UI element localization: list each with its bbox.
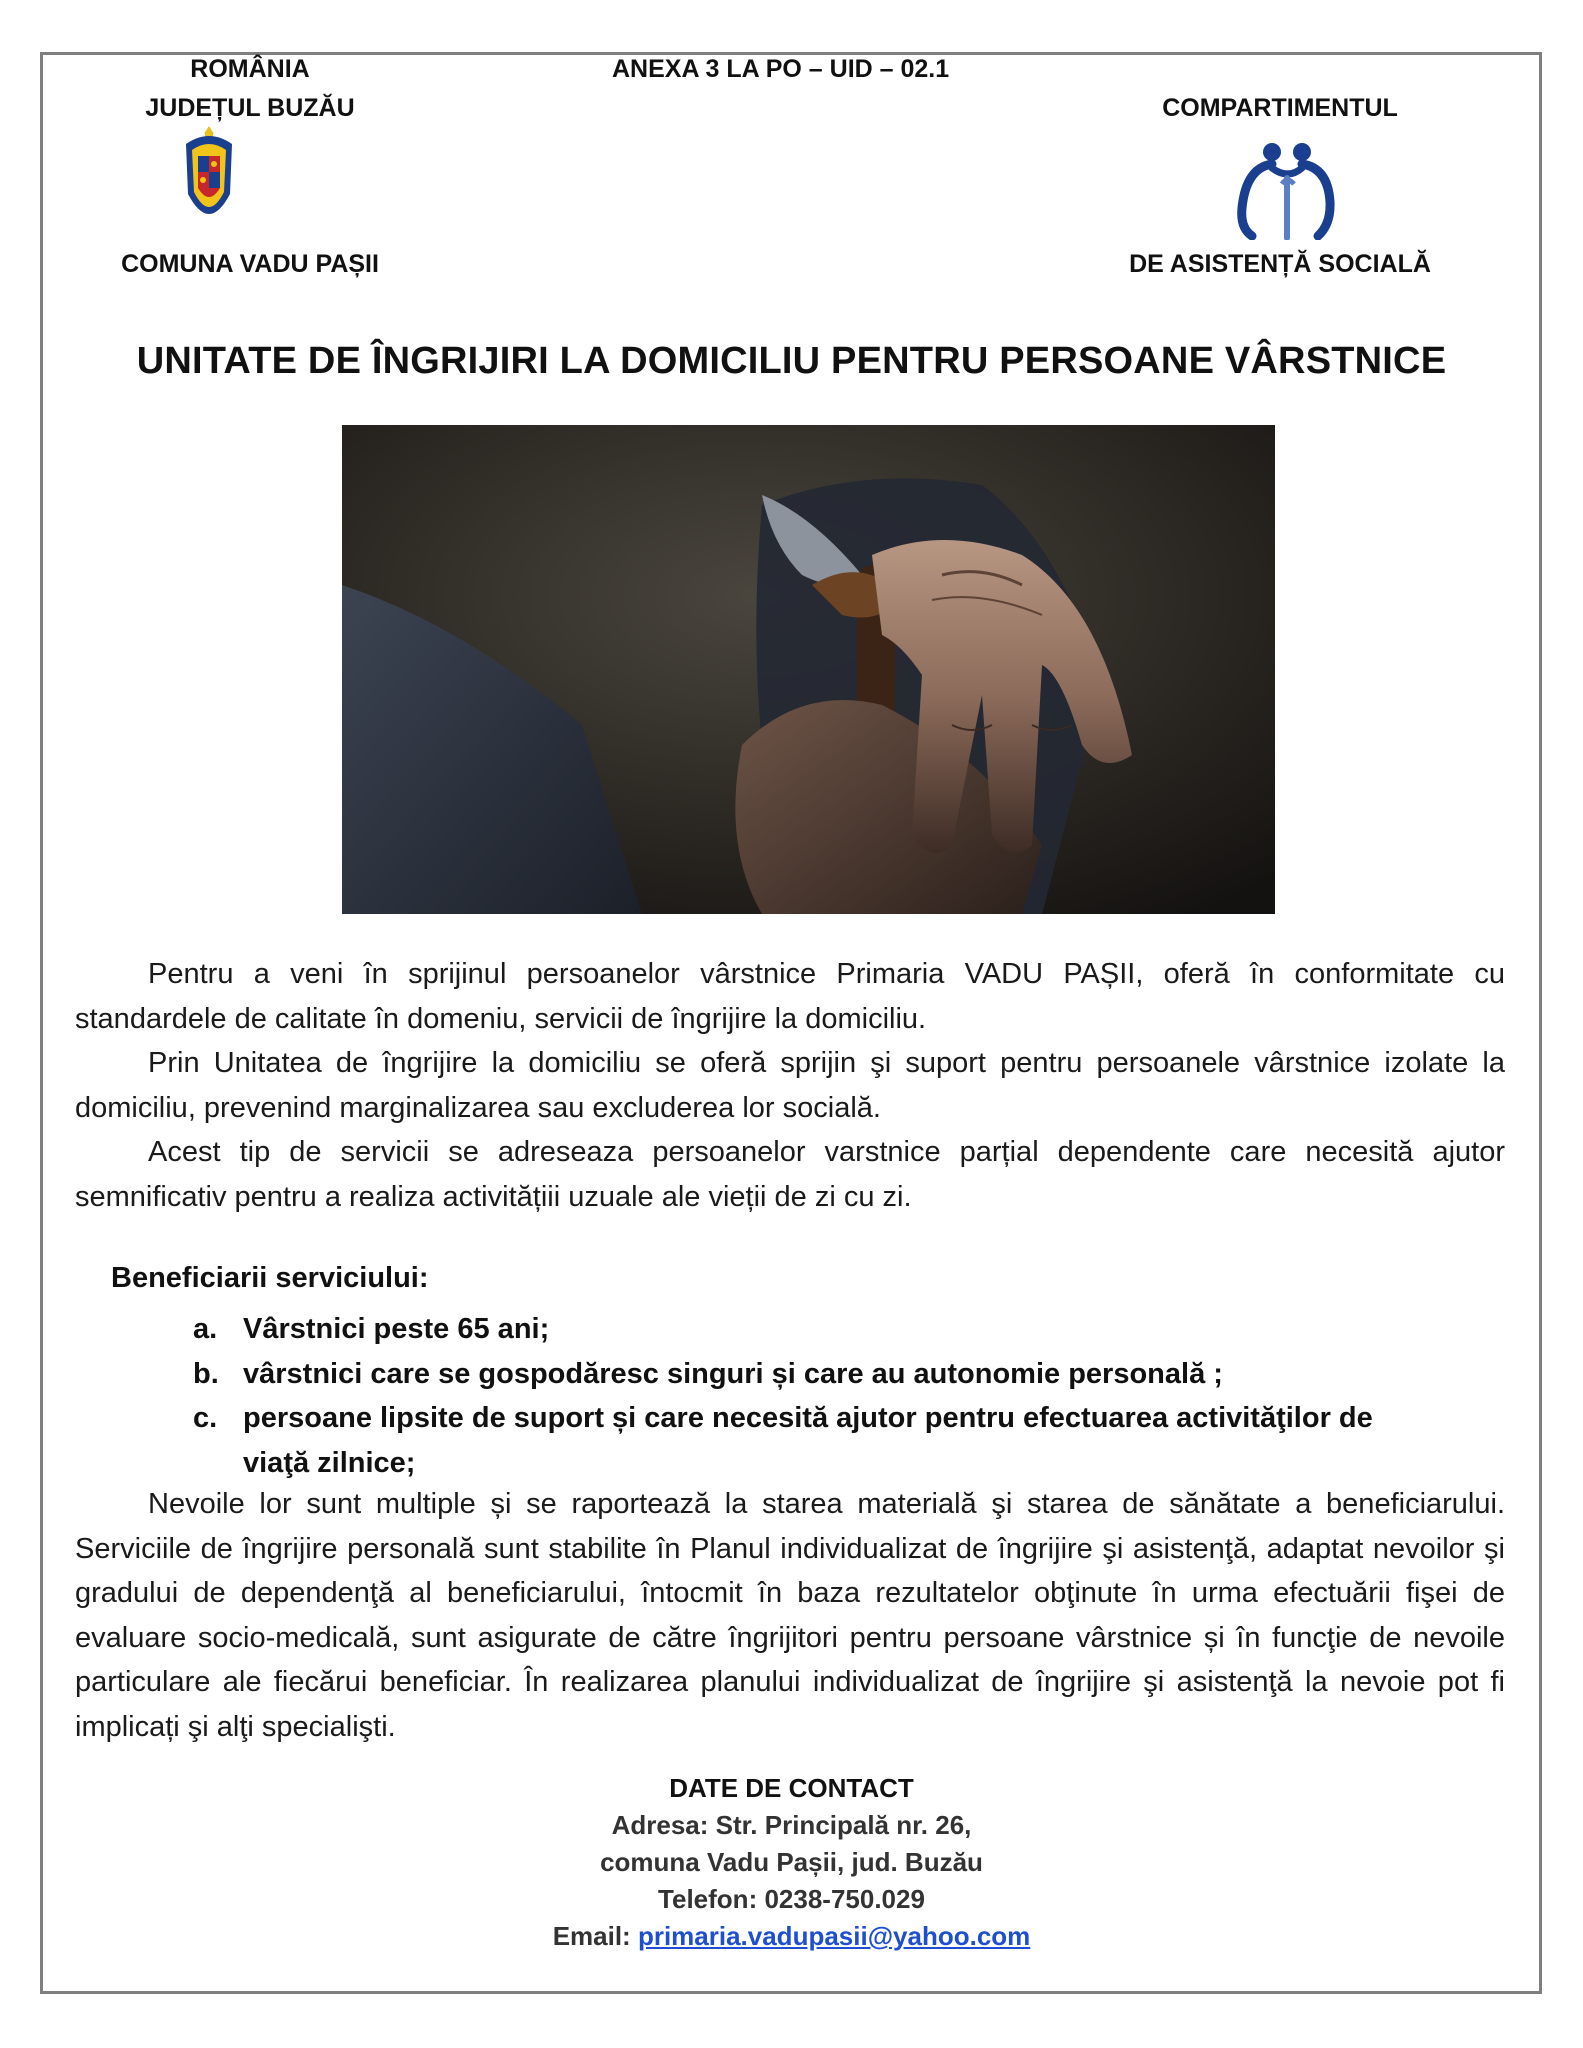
contact-email-link[interactable]: primaria.vadupasii@yahoo.com bbox=[637, 1921, 1031, 1951]
social-assistance-logo-icon bbox=[1232, 138, 1340, 240]
list-item bbox=[193, 1396, 1493, 1485]
contact-heading: DATE DE CONTACT bbox=[669, 1773, 914, 1803]
list-item bbox=[193, 1307, 1493, 1352]
list-item-text: persoane lipsite de suport și care necesită ajutor pentru efectuarea activităţilor de viaţă zilnice; bbox=[243, 1402, 1373, 1479]
contact-address-line2: comuna Vadu Pașii, jud. Buzău bbox=[600, 1847, 983, 1877]
contact-email-label: Email: bbox=[552, 1921, 638, 1951]
annex-label: ANEXA 3 LA PO – UID – 02.1 bbox=[612, 55, 950, 83]
coat-of-arms-icon bbox=[178, 122, 240, 242]
list-item-text: vârstnici care se gospodăresc singuri și care au autonomie personală ; bbox=[243, 1357, 1223, 1390]
header-commune: COMUNA VADU PAȘII bbox=[121, 250, 379, 278]
beneficiaries-heading: Beneficiarii serviciului: bbox=[111, 1262, 429, 1294]
intro-paragraph-1: Pentru a veni în sprijinul persoanelor vârstnice Primaria VADU PAȘII, oferă în conformitate cu standardele de calitate în domeniu, servicii de îngrijire la domiciliu. bbox=[75, 958, 1505, 1035]
contact-address-line1: Adresa: Str. Principală nr. 26, bbox=[611, 1810, 972, 1840]
list-marker: c. bbox=[193, 1402, 218, 1434]
contact-email-row bbox=[0, 1921, 1583, 1952]
intro-text bbox=[75, 952, 1505, 1219]
elderly-hands-photo bbox=[342, 425, 1275, 914]
department-name: DE ASISTENȚĂ SOCIALĂ bbox=[1129, 250, 1431, 278]
list-marker: b. bbox=[193, 1357, 219, 1390]
list-item bbox=[193, 1352, 1493, 1397]
needs-paragraph: Nevoile lor sunt multiple și se raportează la starea materială şi starea de sănătate a beneficiarului. Serviciile de îngrijire personală sunt stabilite în Planul individualizat de îngrijire şi asistenţă, adaptat nevoilor şi gradului de dependenţă al beneficiarului, întocmit în baza rezultatelor obţinute în urma efectuării fişei de evaluare socio-medicală, sunt asigurate de către îngrijitori pentru persoane vârstnice și în funcţie de nevoile particulare ale fiecărui beneficiar. În realizarea planului individualizat de îngrijire şi asistenţă la nevoie pot fi implicați şi alţi specialişti. bbox=[75, 1488, 1505, 1743]
department-label: COMPARTIMENTUL bbox=[1162, 94, 1398, 122]
page-title: UNITATE DE ÎNGRIJIRI LA DOMICILIU PENTRU PERSOANE VÂRSTNICE bbox=[136, 340, 1447, 382]
header-county: JUDEȚUL BUZĂU bbox=[145, 94, 355, 122]
beneficiaries-list bbox=[193, 1307, 1493, 1485]
intro-paragraph-2: Prin Unitatea de îngrijire la domiciliu se oferă sprijin şi suport pentru persoanele vârstnice izolate la domiciliu, prevenind marginalizarea sau excluderea lor socială. bbox=[75, 1047, 1505, 1124]
list-item-text: Vârstnici peste 65 ani; bbox=[243, 1313, 550, 1345]
list-marker: a. bbox=[193, 1313, 218, 1345]
needs-text bbox=[75, 1482, 1505, 1749]
header-country: ROMÂNIA bbox=[190, 55, 310, 83]
contact-phone: Telefon: 0238-750.029 bbox=[658, 1884, 925, 1914]
intro-paragraph-3: Acest tip de servicii se adreseaza persoanelor varstnice parțial dependente care necesită ajutor semnificativ pentru a realiza activitățiii uzuale ale vieții de zi cu zi. bbox=[75, 1136, 1505, 1213]
